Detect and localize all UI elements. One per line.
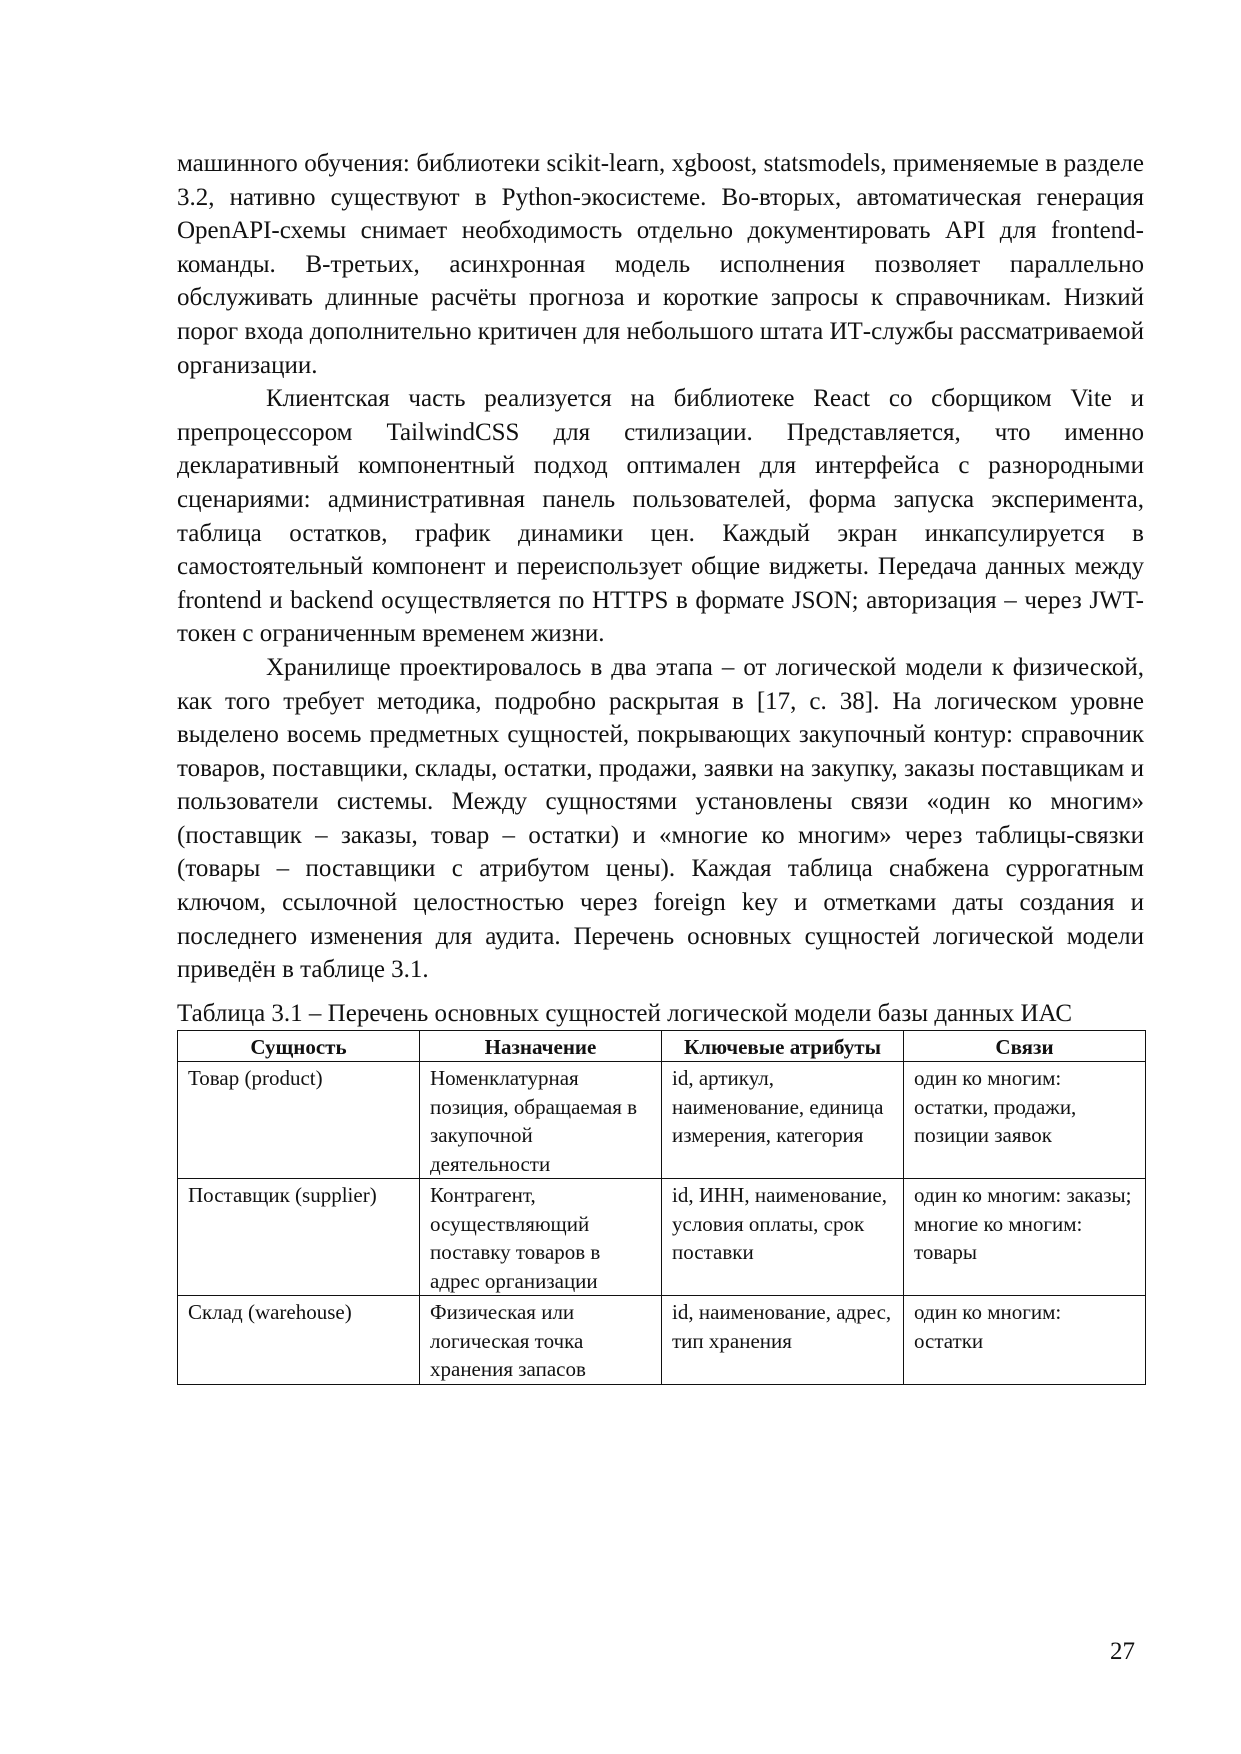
cell-relations: один ко многим: заказы; многие ко многим: товары [904,1179,1146,1296]
column-header-key-attributes: Ключевые атрибуты [662,1030,904,1062]
cell-purpose: Контрагент, осуществляющий поставку товаров в адрес организации [420,1179,662,1296]
column-header-purpose: Назначение [420,1030,662,1062]
entities-table [177,1030,1146,1385]
cell-purpose: Номенклатурная позиция, обращаемая в закупочной деятельности [420,1062,662,1179]
cell-purpose: Физическая или логическая точка хранения запасов [420,1296,662,1385]
cell-relations: один ко многим: остатки, продажи, позиции заявок [904,1062,1146,1179]
table-row [178,1296,1146,1385]
cell-entity: Товар (product) [178,1062,420,1179]
column-header-entity: Сущность [178,1030,420,1062]
table-caption: Таблица 3.1 – Перечень основных сущностей логической модели базы данных ИАС [177,999,1073,1027]
column-header-relations: Связи [904,1030,1146,1062]
cell-key-attributes: id, ИНН, наименование, условия оплаты, срок поставки [662,1179,904,1296]
table-header-row [178,1030,1146,1062]
paragraph-3: Хранилище проектировалось в два этапа – от логической модели к физической, как того требует методика, подробно раскрытая в [17, с. 38]. На логическом уровне выделено восемь предметных сущностей, покрывающих закупочный контур: справочник товаров, поставщики, склады, остатки, продажи, заявки на закупку, заказы поставщикам и пользователи системы. Между сущностями установлены связи «один ко многим» (поставщик – заказы, товар – остатки) и «многие ко многим» через таблицы-связки (товары – поставщики с атрибутом цены). Каждая таблица снабжена суррогатным ключом, ссылочной целостностью через foreign key и отметками даты создания и последнего изменения для аудита. Перечень основных сущностей логической модели приведён в таблице 3.1. [177,653,1144,984]
paragraph-2: Клиентская часть реализуется на библиотеке React со сборщиком Vite и препроцессором TailwindCSS для стилизации. Представляется, что именно декларативный компонентный подход оптимален для интерфейса с разнородными сценариями: административная панель пользователей, форма запуска эксперимента, таблица остатков, график динамики цен. Каждый экран инкапсулируется в самостоятельный компонент и переиспользует общие виджеты. Передача данных между frontend и backend осуществляется по HTTPS в формате JSON; авторизация – через JWT-токен с ограниченным временем жизни. [177,385,1144,648]
cell-relations: один ко многим: остатки [904,1296,1146,1385]
table-row [178,1062,1146,1179]
paragraph-1: машинного обучения: библиотеки scikit-learn, xgboost, statsmodels, применяемые в разделе 3.2, нативно существуют в Python-экосистеме. Во-вторых, автоматическая генерация OpenAPI-схемы снимает необходимость отдельно документировать API для frontend-команды. В-третьих, асинхронная модель исполнения позволяет параллельно обслуживать длинные расчёты прогноза и короткие запросы к справочникам. Низкий порог входа дополнительно критичен для небольшого штата ИТ-службы рассматриваемой организации. [177,150,1144,379]
cell-key-attributes: id, артикул, наименование, единица измерения, категория [662,1062,904,1179]
cell-key-attributes: id, наименование, адрес, тип хранения [662,1296,904,1385]
cell-entity: Поставщик (supplier) [178,1179,420,1296]
page-content [177,147,1144,1385]
cell-entity: Склад (warehouse) [178,1296,420,1385]
page-number: 27 [1110,1638,1135,1665]
table-row [178,1179,1146,1296]
